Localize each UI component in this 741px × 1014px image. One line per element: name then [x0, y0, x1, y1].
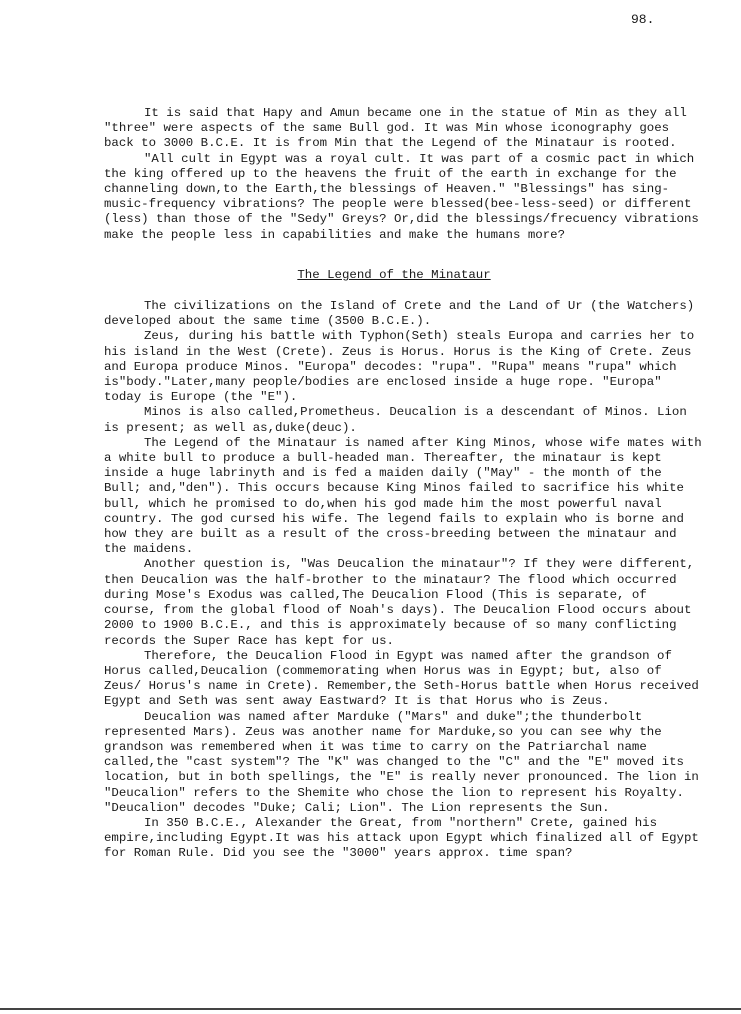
section-title: The Legend of the Minataur [297, 267, 491, 282]
paragraph: The civilizations on the Island of Crete and the Land of Ur (the Watchers) developed about the same time (3500 B.C.E.). [104, 299, 695, 329]
paragraph: Minos is also called,Prometheus. Deucalion is a descendant of Minos. Lion is present; as well as,duke(deuc). [104, 405, 687, 435]
paragraph: Zeus, during his battle with Typhon(Seth) steals Europa and carries her to his island in the West (Crete). Zeus is Horus. Horus is the King of Crete. Zeus and Europa produce Minos. "Europa" decodes: "rupa". "Rupa" means "rupa" which is"body."Later,many people/bodies are enclosed inside a huge rope. "Europa" today is Europe (the "E"). [104, 329, 695, 405]
paragraph: "All cult in Egypt was a royal cult. It was part of a cosmic pact in which the king offered up to the heavens the fruit of the earth in exchange for the channeling down,to the Earth,the blessings of Heaven." "Blessings" has sing-music-frequency vibrations? The people were blessed(bee-less-seed) or different (less) than those of the "Sedy" Greys? Or,did the blessings/frecuency vibrations make the people less in capabilities and make the humans more? [104, 151, 699, 242]
page-bottom-rule [0, 1008, 741, 1010]
paragraph: Another question is, "Was Deucalion the minataur"? If they were different, then Deucalion was the half-brother to the minataur? The flood which occurred during Mose's Exodus was called,The Deucalion Flood (This is separate, of course, from the global flood of Noah's days). The Deucalion Flood occurs about 2000 to 1900 B.C.E., and this is approximately because of so many conflicting records the Super Race has kept for us. [104, 557, 695, 648]
page-number: 98. [631, 12, 655, 27]
section-heading [104, 268, 704, 283]
paragraph: Therefore, the Deucalion Flood in Egypt was named after the grandson of Horus called,Deucalion (commemorating when Horus was in Egypt; but, also of Zeus/ Horus's name in Crete). Remember,the Seth-Horus battle when Horus received Egypt and Seth was sent away Eastward? It is that Horus who is Zeus. [104, 648, 699, 709]
paragraph: It is said that Hapy and Amun became one in the statue of Min as they all "three" were aspects of the same Bull god. It was Min whose iconography goes back to 3000 B.C.E. It is from Min that the Legend of the Minataur is rooted. [104, 106, 687, 151]
paragraph: Deucalion was named after Marduke ("Mars" and duke";the thunderbolt represented Mars). Zeus was another name for Marduke,so you can see why the grandson was remembered when it was time to carry on the Patriarchal name called,the "cast system"? The "K" was changed to the "C" and the "E" moved its location, but in both spellings, the "E" is really never pronounced. The lion in "Deucalion" refers to the Shemite who chose the lion to represent his Royalty. "Deucalion" decodes "Duke; Cali; Lion". The Lion represents the Sun. [104, 709, 699, 815]
paragraph: The Legend of the Minataur is named after King Minos, whose wife mates with a white bull to produce a bull-headed man. Thereafter, the minataur is kept inside a huge labrinyth and is fed a maiden daily ("May" - the month of the Bull; and,"den"). This occurs because King Minos failed to sacrifice his white bull, which he promised to do,when his god made him the most powerful naval country. The god cursed his wife. The legend fails to explain who is borne and how they are built as a result of the cross-breeding between the minataur and the maidens. [104, 435, 702, 557]
document-body [104, 106, 704, 862]
paragraph: In 350 B.C.E., Alexander the Great, from "northern" Crete, gained his empire,including Egypt.It was his attack upon Egypt which finalized all of Egypt for Roman Rule. Did you see the "3000" years approx. time span? [104, 815, 699, 861]
